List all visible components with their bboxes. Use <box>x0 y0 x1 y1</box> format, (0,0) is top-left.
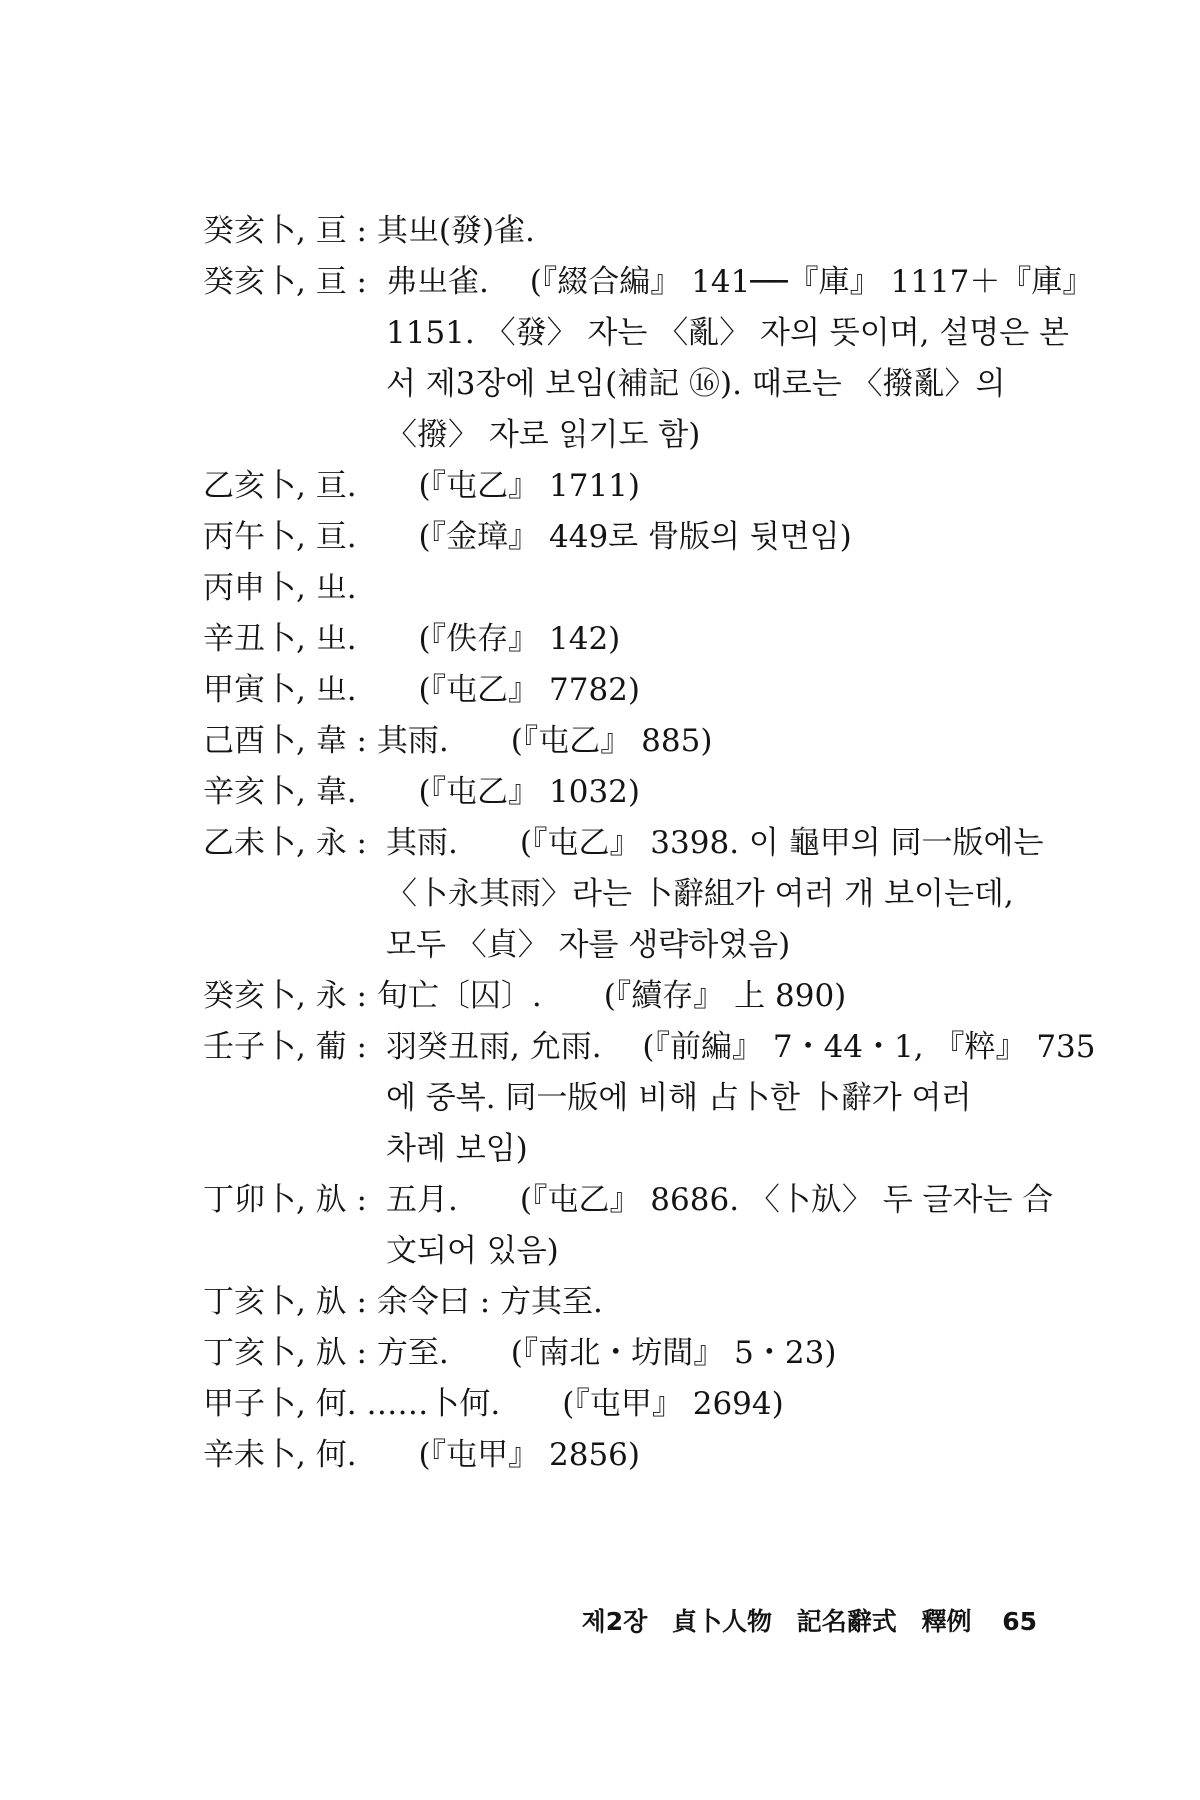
footer-title-part-2: 記名辭式 <box>796 1607 897 1636</box>
footer-title-part-1: 貞卜人物 <box>672 1607 773 1636</box>
page-number: 65 <box>1002 1607 1037 1636</box>
entry-3 <box>203 461 1043 512</box>
entry-head: 癸亥卜, 亘 : <box>203 264 368 300</box>
entry-line: 〈撥〉 자로 읽기도 함) <box>386 417 701 453</box>
entry-12 <box>203 1022 1096 1175</box>
entry-line: 五月. (『屯乙』 8686. 〈卜㫃〉 두 글자는 合 <box>386 1182 1054 1218</box>
entry-line: 弗㞢雀. (『綴合編』 141──『庫』 1117＋『庫』 <box>386 264 1094 300</box>
entry-9 <box>203 767 1043 818</box>
entry-11 <box>203 971 1043 1022</box>
entry-line: 서 제3장에 보임(補記 ⑯). 때로는 〈撥亂〉의 <box>386 366 1006 402</box>
entry-4 <box>203 512 1043 563</box>
entry-2 <box>203 257 1094 461</box>
entry-text: 辛亥卜, 韋. (『屯乙』 1032) <box>203 774 640 810</box>
entry-line: 1151. 〈發〉 자는 〈亂〉 자의 뜻이며, 설명은 본 <box>386 315 1069 351</box>
entry-13 <box>203 1175 1054 1277</box>
entry-text: 丙午卜, 亘. (『金璋』 449로 骨版의 뒷면임) <box>203 519 852 555</box>
entry-text: 丁亥卜, 㫃 : 方至. (『南北・坊間』 5・23) <box>203 1335 837 1371</box>
entry-6 <box>203 614 1043 665</box>
entry-text: 癸亥卜, 亘 : 其㞢(發)雀. <box>203 213 535 249</box>
entry-line: 차례 보임) <box>386 1131 528 1167</box>
entry-text: 丁亥卜, 㫃 : 余令曰 : 方其至. <box>203 1284 603 1320</box>
entry-line: 羽癸丑雨, 允雨. (『前編』 7・44・1, 『粹』 735 <box>386 1029 1096 1065</box>
entry-line: 其雨. (『屯乙』 3398. 이 龜甲의 同一版에는 <box>386 825 1044 861</box>
entry-16 <box>203 1379 1043 1430</box>
entry-head: 丁卯卜, 㫃 : <box>203 1182 368 1218</box>
entry-text: 辛未卜, 何. (『屯甲』 2856) <box>203 1437 640 1473</box>
entry-line: 〈卜永其雨〉라는 卜辭組가 여러 개 보이는데, <box>386 876 1014 912</box>
entry-text: 甲子卜, 何. ……卜何. (『屯甲』 2694) <box>203 1386 784 1422</box>
entry-text: 丙申卜, 㞢. <box>203 570 357 606</box>
entry-list <box>203 206 1096 1481</box>
entry-line: 文되어 있음) <box>386 1233 559 1269</box>
entry-10 <box>203 818 1043 971</box>
entry-15 <box>203 1328 1043 1379</box>
entry-text: 己酉卜, 韋 : 其雨. (『屯乙』 885) <box>203 723 713 759</box>
entry-line: 에 중복. 同一版에 비해 占卜한 卜辭가 여러 <box>386 1080 972 1116</box>
entry-text: 癸亥卜, 永 : 旬亡〔囚〕. (『續存』 上 890) <box>203 978 847 1014</box>
entry-text: 甲寅卜, 㞢. (『屯乙』 7782) <box>203 672 640 708</box>
entry-1 <box>203 206 1043 257</box>
entry-text: 乙亥卜, 亘. (『屯乙』 1711) <box>203 468 640 504</box>
entry-17 <box>203 1430 1043 1481</box>
footer-title-part-3: 釋例 <box>921 1607 972 1636</box>
running-footer <box>0 1602 1037 1638</box>
entry-5 <box>203 563 1043 614</box>
entry-8 <box>203 716 1043 767</box>
entry-text: 辛丑卜, 㞢. (『佚存』 142) <box>203 621 621 657</box>
entry-7 <box>203 665 1043 716</box>
footer-chapter: 제2장 <box>581 1607 648 1636</box>
entry-14 <box>203 1277 1043 1328</box>
entry-line: 모두 〈貞〉 자를 생략하였음) <box>386 927 791 963</box>
entry-head: 壬子卜, 葡 : <box>203 1029 368 1065</box>
entry-head: 乙未卜, 永 : <box>203 825 368 861</box>
